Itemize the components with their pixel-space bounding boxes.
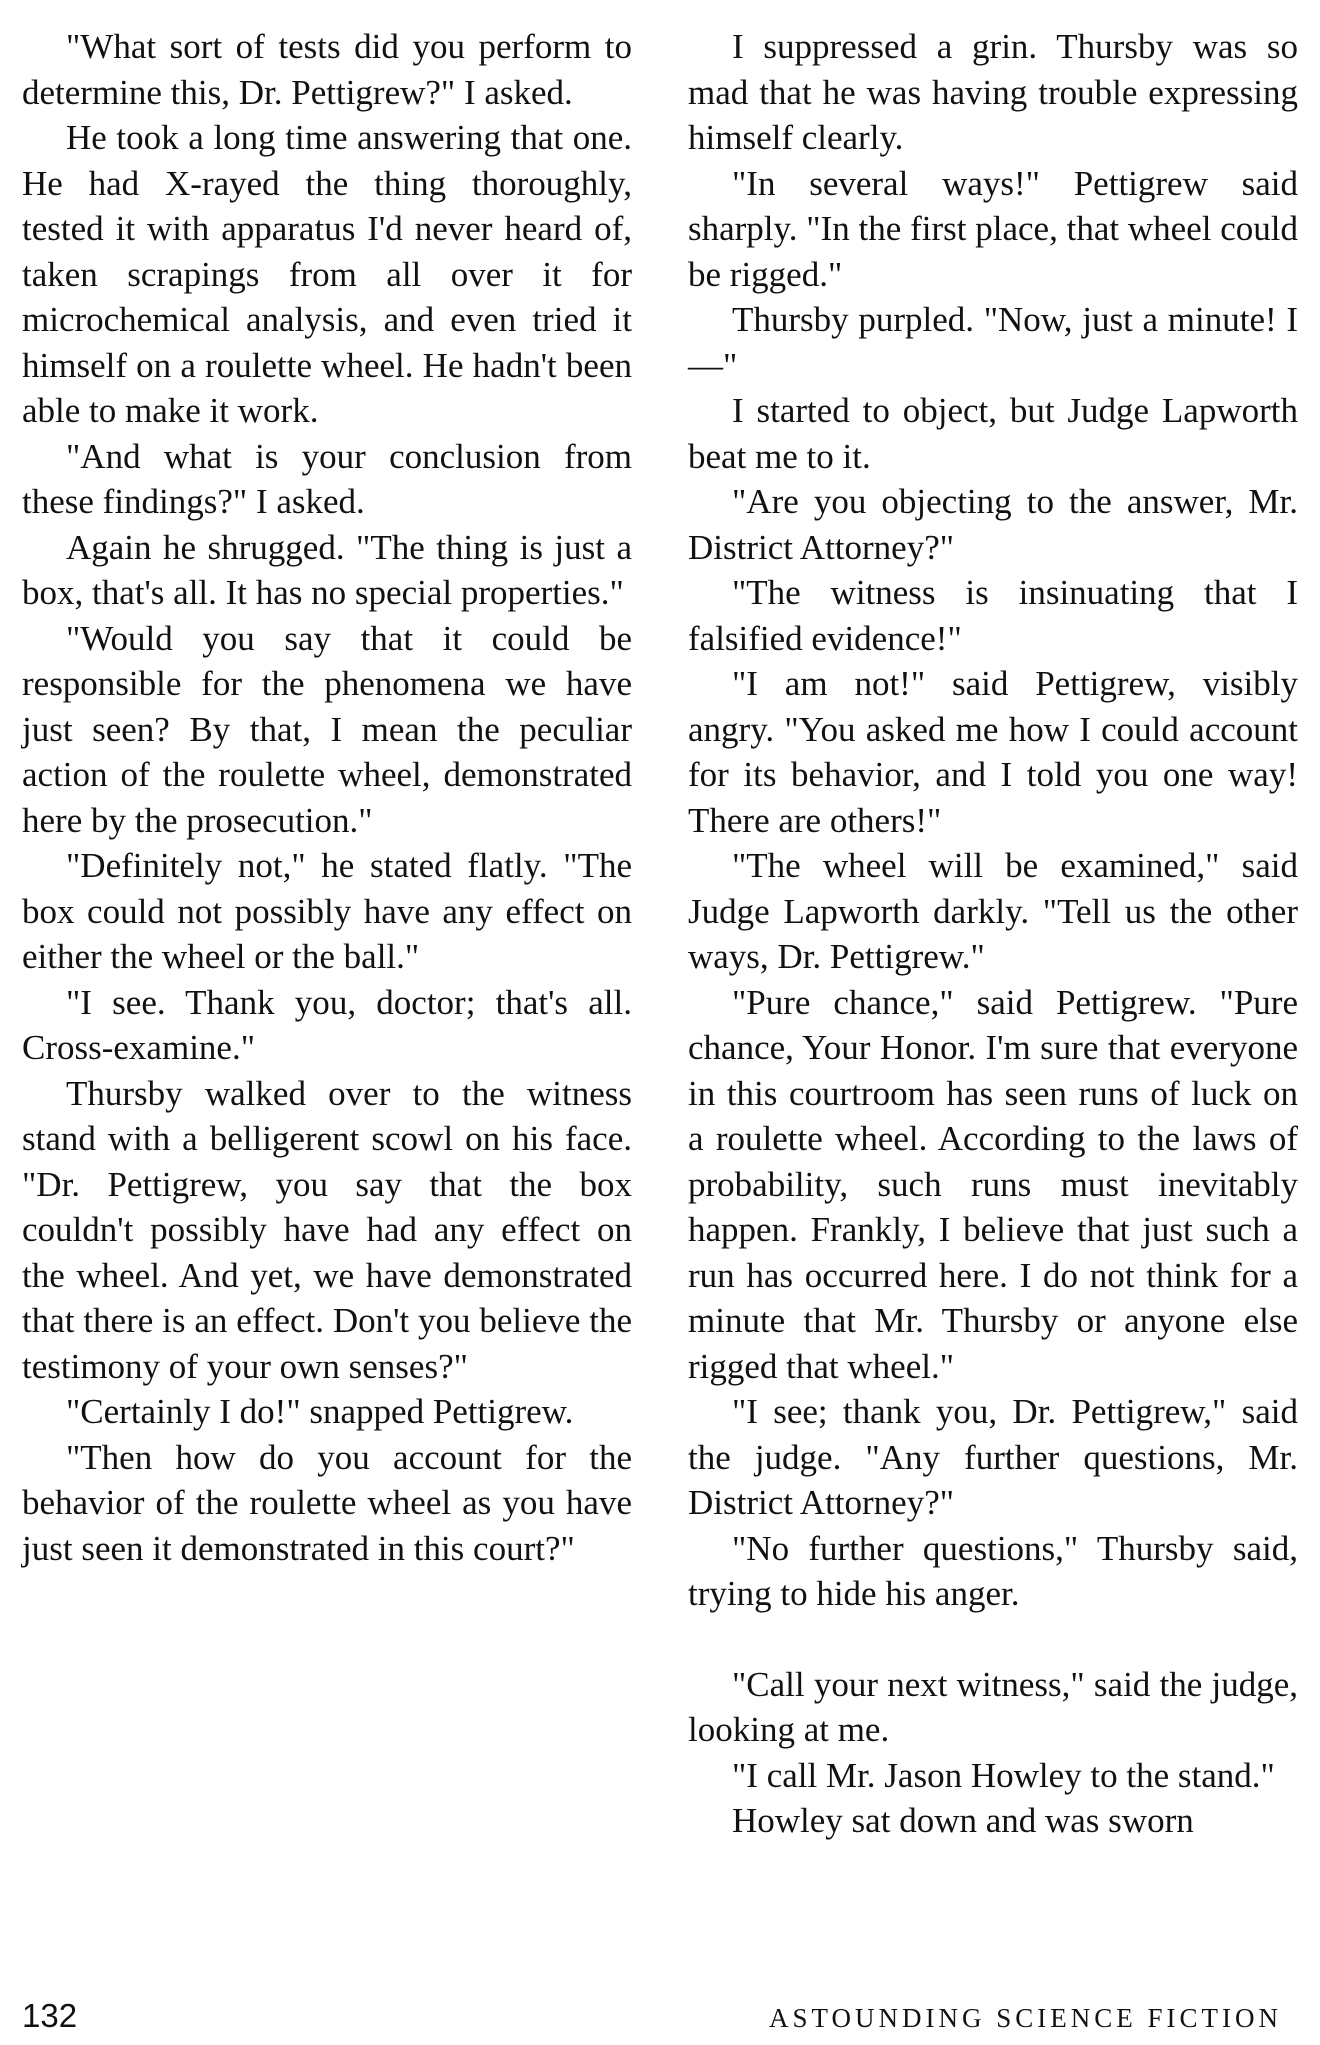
paragraph: "I see. Thank you, doctor; that's all. Cross-examine." [22, 982, 632, 1067]
paragraph: Howley sat down and was sworn [732, 1801, 1194, 1840]
paragraph: I started to object, but Judge Lapworth beat me to it. [688, 391, 1298, 476]
paragraph: "Would you say that it could be responsible for the phenomena we have just seen? By that, I mean the peculiar action of the roulette wheel, demonstrated here by the prosecution." [22, 618, 632, 840]
paragraph: Again he shrugged. "The thing is just a box, that's all. It has no special properties." [22, 527, 632, 612]
paragraph: He took a long time answering that one. He had X-rayed the thing thoroughly, tested it with apparatus I'd never heard of, taken scrapings from all over it for microchemical analysis, and even tried it himself on a roulette wheel. He hadn't been able to make it work. [22, 118, 632, 430]
paragraph: "Definitely not," he stated flatly. "The box could not possibly have any effect on either the wheel or the ball." [22, 846, 632, 976]
page-number: 132 [22, 1997, 78, 2034]
page-footer [0, 1996, 1320, 2036]
section-break [688, 1617, 1298, 1662]
paragraph: "I see; thank you, Dr. Pettigrew," said the judge. "Any further questions, Mr. District Attorney?" [688, 1392, 1298, 1522]
paragraph: "And what is your conclusion from these findings?" I asked. [22, 436, 632, 521]
paragraph: "I am not!" said Pettigrew, visibly angry. "You asked me how I could account for its behavior, and I told you one way! There are others!" [688, 664, 1298, 840]
paragraph: "Call your next witness," said the judge, looking at me. [688, 1664, 1298, 1749]
paragraph: I suppressed a grin. Thursby was so mad that he was having trouble expressing himself clearly. [688, 27, 1298, 157]
paragraph: "The wheel will be examined," said Judge Lapworth darkly. "Tell us the other ways, Dr. Pettigrew." [688, 846, 1298, 976]
paragraph: Thursby purpled. "Now, just a minute! I—" [688, 300, 1298, 385]
paragraph: "What sort of tests did you perform to determine this, Dr. Pettigrew?" I asked. [22, 27, 632, 112]
paragraph: "I call Mr. Jason Howley to the stand." [732, 1755, 1275, 1795]
paragraph: "Pure chance," said Pettigrew. "Pure chance, Your Honor. I'm sure that everyone in this courtroom has seen runs of luck on a roulette wheel. According to the laws of probability, such runs must inevitably happen. Frankly, I believe that just such a run has occurred here. I do not think for a minute that Mr. Thursby or anyone else rigged that wheel." [688, 982, 1298, 1386]
running-title: ASTOUNDING SCIENCE FICTION [768, 2003, 1282, 2033]
left-text-column [22, 24, 632, 1571]
paragraph: "No further questions," Thursby said, trying to hide his anger. [688, 1528, 1298, 1613]
paragraph: "In several ways!" Pettigrew said sharply. "In the first place, that wheel could be rigged." [688, 163, 1298, 294]
paragraph: "The witness is insinuating that I falsified evidence!" [688, 573, 1298, 658]
paragraph: "Are you objecting to the answer, Mr. District Attorney?" [688, 482, 1298, 567]
paragraph: "Then how do you account for the behavior of the roulette wheel as you have just seen it demonstrated in this court?" [22, 1437, 632, 1568]
right-text-column [688, 24, 1298, 1844]
paragraph: Thursby walked over to the witness stand with a belligerent scowl on his face. "Dr. Pettigrew, you say that the box couldn't possibly have had any effect on the wheel. And yet, we have demonstrated that there is an effect. Don't you believe the testimony of your own senses?" [22, 1073, 632, 1386]
paragraph: "Certainly I do!" snapped Pettigrew. [66, 1392, 574, 1431]
